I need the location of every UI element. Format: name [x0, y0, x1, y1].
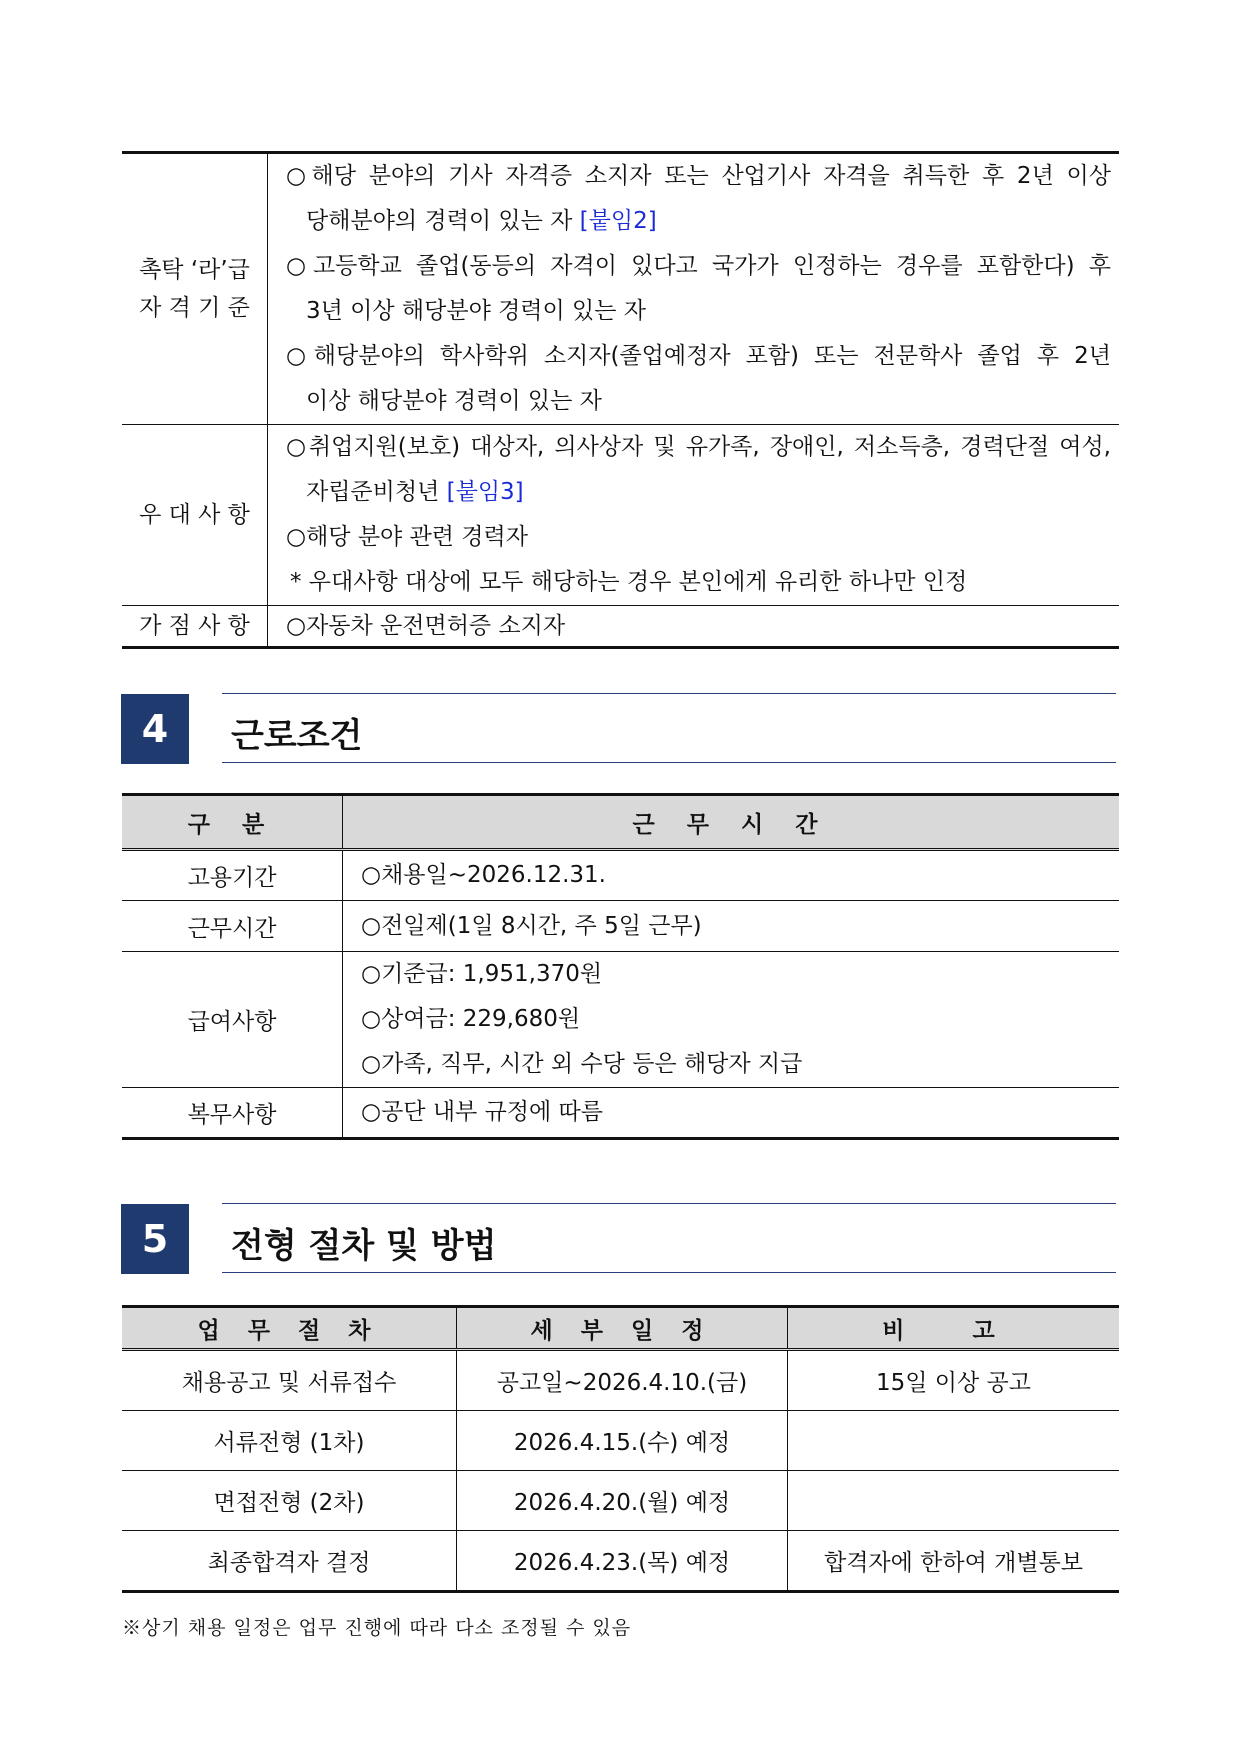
table-row	[122, 606, 1119, 648]
column-header: 구 분	[122, 795, 343, 850]
section-rule-top	[222, 693, 1116, 694]
section-title: 근로조건	[231, 716, 363, 756]
row-content	[268, 153, 1120, 425]
row-label: 우 대 사 항	[122, 425, 268, 606]
list-item-continuation: 3년 이상 해당분야 경력이 있는 자	[306, 298, 647, 324]
column-header: 근 무 시 간	[343, 795, 1120, 850]
table-cell: 2026.4.23.(목) 예정	[457, 1531, 788, 1592]
column-header: 비 고	[788, 1307, 1120, 1350]
table-row	[122, 153, 1119, 425]
procedure-table	[122, 1305, 1119, 1593]
table-row	[122, 1088, 1119, 1139]
list-item: ○해당 분야 관련 경력자	[286, 524, 528, 550]
table-cell: 2026.4.15.(수) 예정	[457, 1411, 788, 1471]
table-header-row	[122, 795, 1119, 850]
section-rule-top	[222, 1203, 1116, 1204]
row-label: 가 점 사 항	[122, 606, 268, 648]
attachment-ref: [붙임2]	[579, 208, 657, 234]
table-cell	[788, 1411, 1120, 1471]
table-cell: 채용공고 및 서류접수	[122, 1350, 457, 1411]
column-header: 업 무 절 차	[122, 1307, 457, 1350]
list-item: ○해당 분야의 기사 자격증 소지자 또는 산업기사 자격을 취득한 후 2년 이상	[286, 163, 1111, 189]
note-text: * 우대사항 대상에 모두 해당하는 경우 본인에게 유리한 하나만 인정	[290, 569, 968, 595]
list-item: ○상여금: 229,680원	[361, 1006, 581, 1032]
list-item: ○가족, 직무, 시간 외 수당 등은 해당자 지급	[361, 1051, 803, 1077]
row-value: ○채용일~2026.12.31.	[343, 850, 1120, 901]
list-item-continuation: 이상 해당분야 경력이 있는 자	[306, 388, 602, 414]
list-item: ○취업지원(보호) 대상자, 의사상자 및 유가족, 장애인, 저소득층, 경력단절 여성,	[286, 434, 1111, 460]
table-header-row	[122, 1307, 1119, 1350]
list-item: ○기준급: 1,951,370원	[361, 961, 603, 987]
row-label: 고용기간	[122, 850, 343, 901]
list-item-continuation: 자립준비청년 [붙임3]	[306, 479, 524, 505]
table-cell: 서류전형 (1차)	[122, 1411, 457, 1471]
attachment-ref: [붙임3]	[446, 479, 524, 505]
table-row	[122, 1531, 1119, 1592]
list-item-continuation: 당해분야의 경력이 있는 자 [붙임2]	[306, 208, 657, 234]
table-row	[122, 1411, 1119, 1471]
table-row	[122, 850, 1119, 901]
column-header: 세 부 일 정	[457, 1307, 788, 1350]
row-value	[343, 952, 1120, 1088]
table-row	[122, 901, 1119, 952]
row-label: 촉탁 ‘라’급 자 격 기 준	[122, 153, 268, 425]
table-row	[122, 1350, 1119, 1411]
table-cell: 2026.4.20.(월) 예정	[457, 1471, 788, 1531]
schedule-footnote: ※상기 채용 일정은 업무 진행에 따라 다소 조정될 수 있음	[122, 1617, 632, 1639]
list-item: ○해당분야의 학사학위 소지자(졸업예정자 포함) 또는 전문학사 졸업 후 2년	[286, 343, 1111, 369]
section-rule-bottom	[222, 1272, 1116, 1273]
row-label: 복무사항	[122, 1088, 343, 1139]
section-number-badge: 4	[121, 694, 189, 764]
row-label: 근무시간	[122, 901, 343, 952]
table-cell: 면접전형 (2차)	[122, 1471, 457, 1531]
row-value: ○공단 내부 규정에 따름	[343, 1088, 1120, 1139]
section-number-badge: 5	[121, 1204, 189, 1274]
row-label: 급여사항	[122, 952, 343, 1088]
work-conditions-table	[122, 793, 1119, 1140]
table-cell: 최종합격자 결정	[122, 1531, 457, 1592]
table-cell: 합격자에 한하여 개별통보	[788, 1531, 1120, 1592]
section-rule-bottom	[222, 762, 1116, 763]
table-cell: 공고일~2026.4.10.(금)	[457, 1350, 788, 1411]
table-cell: 15일 이상 공고	[788, 1350, 1120, 1411]
list-item: ○고등학교 졸업(동등의 자격이 있다고 국가가 인정하는 경우를 포함한다) 후	[286, 253, 1111, 279]
section-title: 전형 절차 및 방법	[231, 1226, 497, 1266]
qualification-table	[122, 151, 1119, 649]
row-content	[268, 425, 1120, 606]
row-content	[268, 606, 1120, 648]
table-cell	[788, 1471, 1120, 1531]
table-row	[122, 952, 1119, 1088]
list-item: ○자동차 운전면허증 소지자	[286, 613, 566, 639]
table-row	[122, 1471, 1119, 1531]
table-row	[122, 425, 1119, 606]
row-value: ○전일제(1일 8시간, 주 5일 근무)	[343, 901, 1120, 952]
